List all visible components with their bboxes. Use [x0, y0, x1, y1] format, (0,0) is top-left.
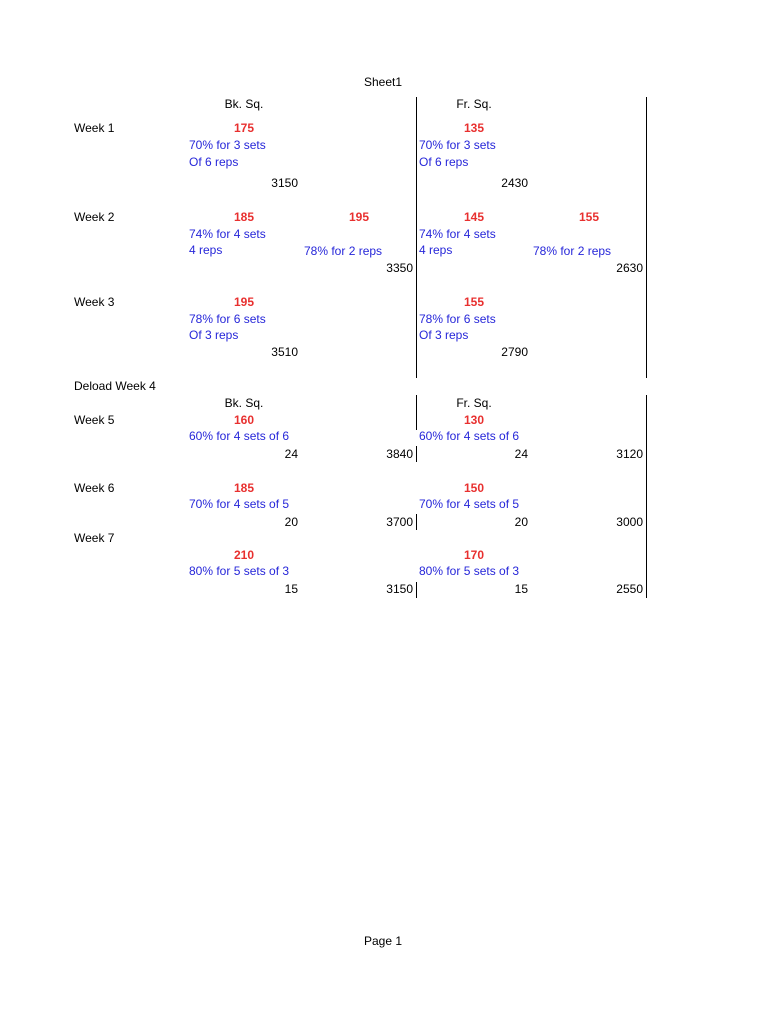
- column-divider: [416, 582, 417, 598]
- fr-total-reps: 20: [514, 515, 528, 529]
- column-divider: [416, 514, 417, 530]
- bk-scheme: 70% for 4 sets of 5: [189, 497, 290, 511]
- bk-scheme: 60% for 4 sets of 6: [189, 429, 290, 443]
- fr-total-reps: 24: [514, 447, 528, 461]
- fr-total-reps: 15: [514, 582, 528, 596]
- deload-label: Deload Week 4: [74, 379, 156, 393]
- column-divider: [646, 97, 647, 378]
- fr-scheme: 70% for 4 sets of 5: [419, 497, 520, 511]
- bk-weight: 175: [233, 121, 255, 135]
- fr-weight: 170: [463, 548, 485, 562]
- column-divider: [416, 97, 417, 378]
- bk-reps: Of 3 reps: [189, 328, 239, 342]
- week-label: Week 3: [74, 295, 115, 309]
- fr-reps: Of 6 reps: [419, 155, 469, 169]
- fr-volume: 3000: [616, 515, 643, 529]
- fr-weight: 130: [463, 413, 485, 427]
- fr-scheme: 70% for 3 sets: [419, 138, 496, 152]
- week-label: Week 5: [74, 413, 115, 427]
- fr-scheme: 60% for 4 sets of 6: [419, 429, 520, 443]
- fr-volume: 2790: [501, 345, 528, 359]
- bk-total-reps: 15: [284, 582, 298, 596]
- header-front-squat: Fr. Sq.: [456, 396, 492, 410]
- bk-weight-top-set: 195: [348, 210, 370, 224]
- fr-weight-top-set: 155: [578, 210, 600, 224]
- header-back-squat: Bk. Sq.: [224, 97, 264, 111]
- week-label: Week 1: [74, 121, 115, 135]
- bk-total-reps: 24: [284, 447, 298, 461]
- bk-scheme: 70% for 3 sets: [189, 138, 266, 152]
- fr-scheme: 78% for 6 sets: [419, 312, 496, 326]
- bk-reps: 4 reps: [189, 243, 223, 257]
- bk-volume: 3700: [386, 515, 413, 529]
- column-divider: [416, 446, 417, 462]
- bk-volume: 3150: [386, 582, 413, 596]
- fr-volume: 2430: [501, 176, 528, 190]
- fr-volume: 3120: [616, 447, 643, 461]
- fr-weight: 155: [463, 295, 485, 309]
- fr-volume: 2550: [616, 582, 643, 596]
- bk-weight: 160: [233, 413, 255, 427]
- sheet-title: Sheet1: [363, 75, 403, 89]
- bk-weight: 210: [233, 548, 255, 562]
- bk-scheme: 74% for 4 sets: [189, 227, 266, 241]
- fr-reps: Of 3 reps: [419, 328, 469, 342]
- fr-scheme: 74% for 4 sets: [419, 227, 496, 241]
- header-front-squat: Fr. Sq.: [456, 97, 492, 111]
- column-divider: [416, 395, 417, 430]
- bk-top-set-scheme: 78% for 2 reps: [304, 244, 383, 258]
- fr-top-set-scheme: 78% for 2 reps: [533, 244, 612, 258]
- bk-reps: Of 6 reps: [189, 155, 239, 169]
- bk-scheme: 80% for 5 sets of 3: [189, 564, 290, 578]
- column-divider: [646, 395, 647, 598]
- page-number: Page 1: [363, 934, 403, 948]
- header-back-squat: Bk. Sq.: [224, 396, 264, 410]
- bk-volume: 3350: [386, 261, 413, 275]
- bk-weight: 185: [233, 481, 255, 495]
- week-label: Week 7: [74, 531, 115, 545]
- fr-weight: 150: [463, 481, 485, 495]
- bk-weight: 185: [233, 210, 255, 224]
- bk-volume: 3150: [271, 176, 298, 190]
- bk-scheme: 78% for 6 sets: [189, 312, 266, 326]
- fr-reps: 4 reps: [419, 243, 453, 257]
- bk-weight: 195: [233, 295, 255, 309]
- fr-volume: 2630: [616, 261, 643, 275]
- fr-weight: 135: [463, 121, 485, 135]
- week-label: Week 6: [74, 481, 115, 495]
- fr-weight: 145: [463, 210, 485, 224]
- fr-scheme: 80% for 5 sets of 3: [419, 564, 520, 578]
- bk-total-reps: 20: [284, 515, 298, 529]
- bk-volume: 3840: [386, 447, 413, 461]
- bk-volume: 3510: [271, 345, 298, 359]
- week-label: Week 2: [74, 210, 115, 224]
